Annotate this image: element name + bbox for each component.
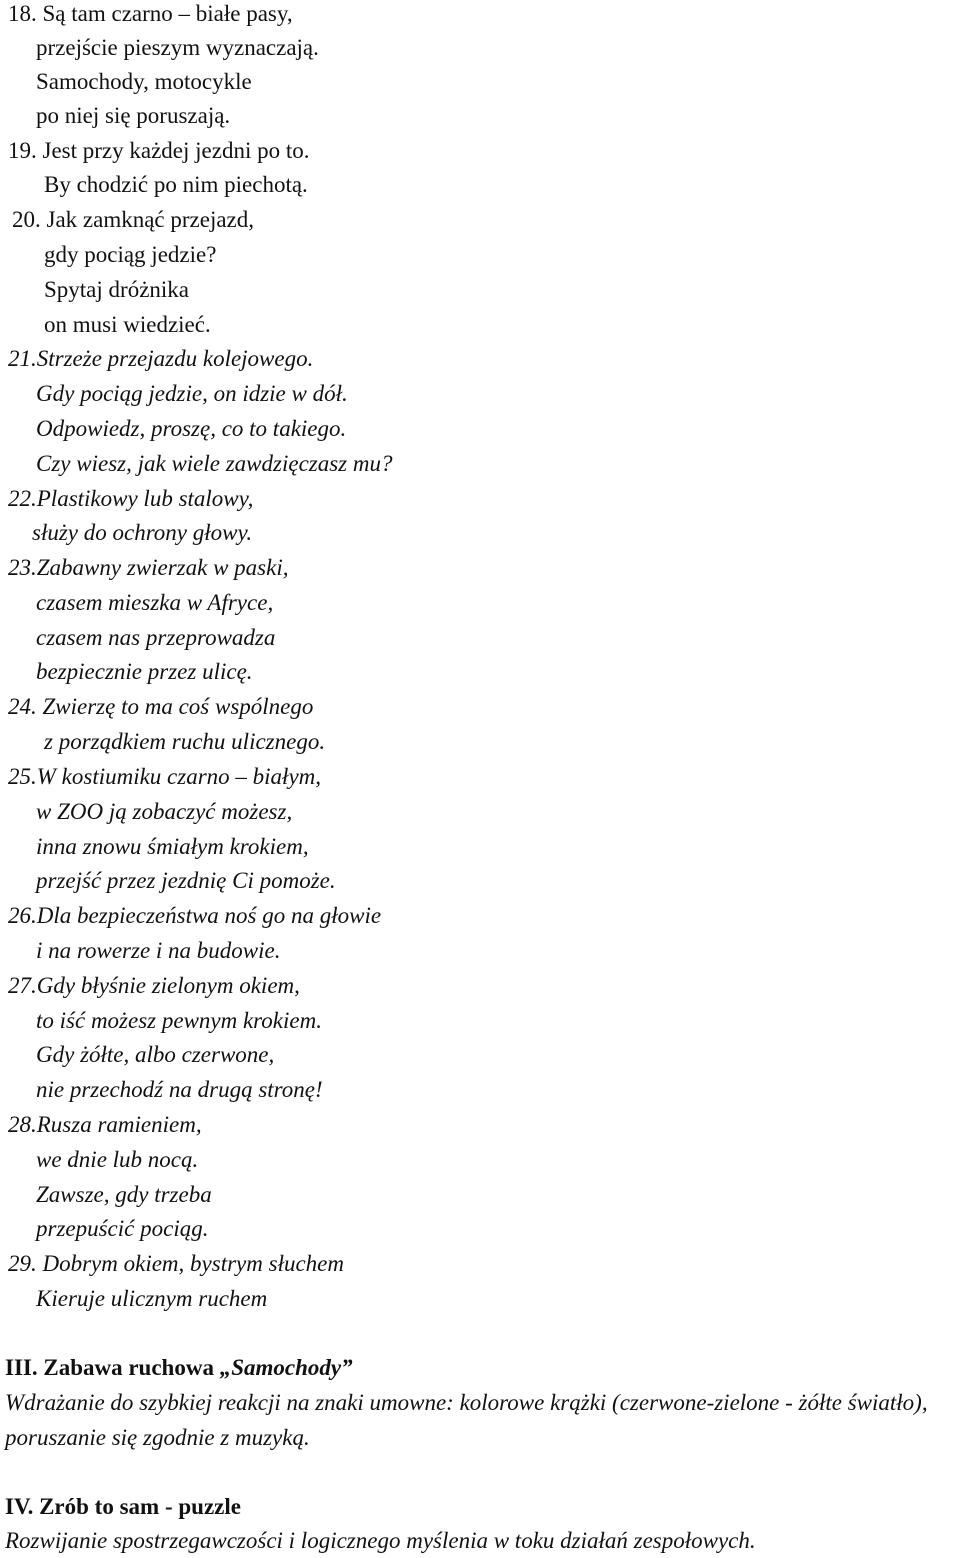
riddle-line: gdy pociąg jedzie? bbox=[44, 242, 217, 267]
riddle-line: on musi wiedzieć. bbox=[44, 312, 211, 337]
section-description: Wdrażanie do szybkiej reakcji na znaki umowne: kolorowe krążki (czerwone-zielone - żółte światło), poruszanie się zgodnie z muzyką. bbox=[5, 1390, 928, 1450]
riddle-line: Odpowiedz, proszę, co to takiego. bbox=[36, 416, 347, 441]
riddle-line: 21.Strzeże przejazdu kolejowego. bbox=[8, 346, 314, 371]
riddle-line: Zawsze, gdy trzeba bbox=[36, 1182, 212, 1207]
riddle-line: we dnie lub nocą. bbox=[36, 1147, 199, 1172]
riddle-line: 20. Jak zamknąć przejazd, bbox=[12, 207, 255, 232]
section-heading: IV. Zrób to sam - puzzle bbox=[5, 1494, 241, 1519]
riddle-line: 26.Dla bezpieczeństwa noś go na głowie bbox=[8, 903, 382, 928]
riddle-line: Kieruje ulicznym ruchem bbox=[36, 1286, 268, 1311]
riddle-line: 19. Jest przy każdej jezdni po to. bbox=[8, 138, 310, 163]
riddle-line: bezpiecznie przez ulicę. bbox=[36, 659, 253, 684]
riddle-line: 23.Zabawny zwierzak w paski, bbox=[8, 555, 289, 580]
riddle-line: 18. Są tam czarno – białe pasy, bbox=[8, 1, 293, 26]
riddle-line: 24. Zwierzę to ma coś wspólnego bbox=[8, 694, 314, 719]
riddle-line: Gdy żółte, albo czerwone, bbox=[36, 1042, 275, 1067]
riddle-line: Spytaj dróżnika bbox=[44, 277, 189, 302]
riddle-line: Czy wiesz, jak wiele zawdzięczasz mu? bbox=[36, 451, 393, 476]
riddle-line: 27.Gdy błyśnie zielonym okiem, bbox=[8, 973, 300, 998]
riddle-line: i na rowerze i na budowie. bbox=[36, 938, 281, 963]
section-heading bbox=[5, 1354, 353, 1382]
riddle-line: czasem nas przeprowadza bbox=[36, 625, 276, 650]
riddle-line: czasem mieszka w Afryce, bbox=[36, 590, 274, 615]
riddle-line: służy do ochrony głowy. bbox=[32, 520, 253, 545]
riddle-line: nie przechodź na drugą stronę! bbox=[36, 1077, 323, 1102]
riddle-line: przejście pieszym wyznaczają. bbox=[36, 35, 319, 60]
riddle-line: 28.Rusza ramieniem, bbox=[8, 1112, 202, 1137]
riddle-line: z porządkiem ruchu ulicznego. bbox=[44, 729, 326, 754]
riddle-line: inna znowu śmiałym krokiem, bbox=[36, 834, 309, 859]
riddle-line: 29. Dobrym okiem, bystrym słuchem bbox=[8, 1251, 344, 1276]
riddle-line: w ZOO ją zobaczyć możesz, bbox=[36, 799, 293, 824]
riddle-line: Gdy pociąg jedzie, on idzie w dół. bbox=[36, 381, 348, 406]
riddle-line: przepuścić pociąg. bbox=[36, 1216, 209, 1241]
section-title: „Samochody” bbox=[219, 1355, 353, 1380]
riddle-line: po niej się poruszają. bbox=[36, 103, 231, 128]
riddle-line: 22.Plastikowy lub stalowy, bbox=[8, 486, 254, 511]
section-description: Rozwijanie spostrzegawczości i logicznego myślenia w toku działań zespołowych. bbox=[5, 1528, 756, 1553]
riddle-line: Samochody, motocykle bbox=[36, 69, 252, 94]
riddle-line: przejść przez jezdnię Ci pomoże. bbox=[36, 868, 336, 893]
riddle-line: to iść możesz pewnym krokiem. bbox=[36, 1008, 322, 1033]
riddle-line: By chodzić po nim piechotą. bbox=[44, 172, 308, 197]
section-label: III. Zabawa ruchowa bbox=[5, 1355, 220, 1380]
riddle-line: 25.W kostiumiku czarno – białym, bbox=[8, 764, 322, 789]
